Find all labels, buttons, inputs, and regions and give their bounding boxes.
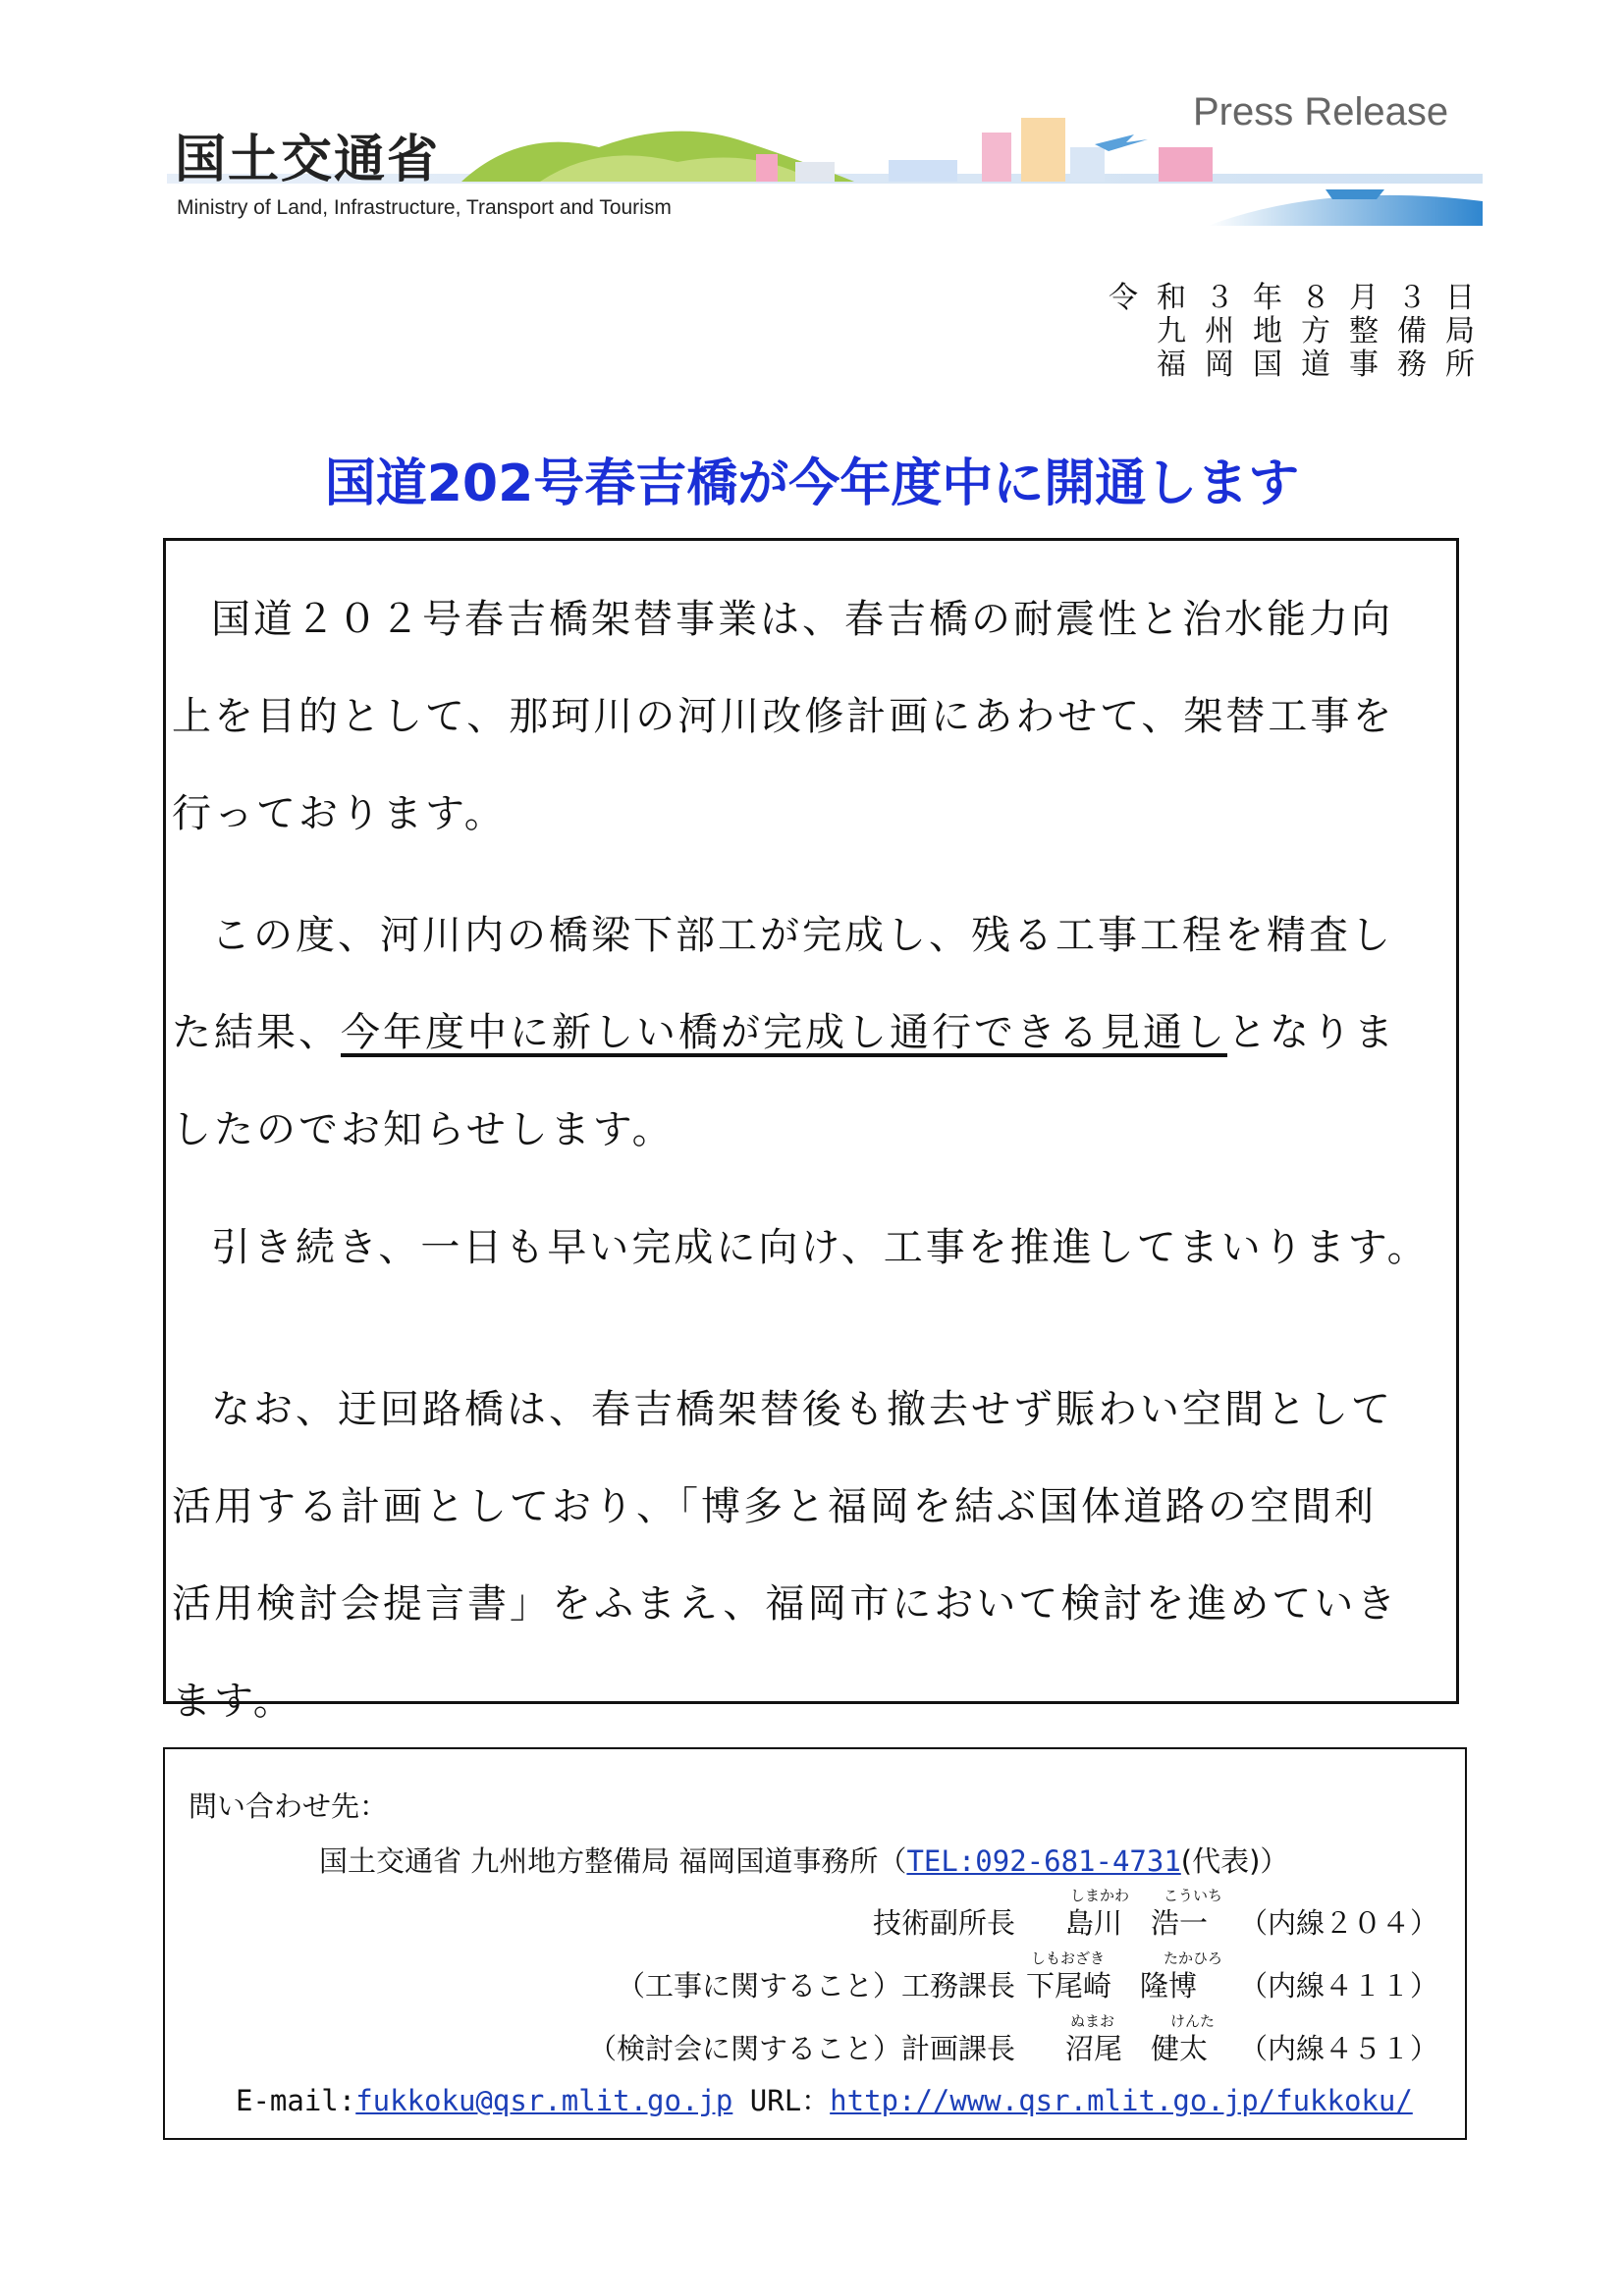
contact-heading: 問い合わせ先： [189,1789,389,1823]
building-grey [795,162,835,182]
issue-date: 令和３年８月３日 [1109,281,1493,315]
person-3-name: 沼尾 健太 [1065,2032,1209,2065]
url-label: URL： [732,2084,831,2117]
person-3-role: （検討会に関すること）計画課長 [587,2032,1015,2065]
paragraph-4 [172,1362,1458,1750]
tower-orange [1021,118,1065,182]
ruby-family-3: ぬまお [1070,2012,1115,2030]
paragraph-2-underlined: 今年度中に新しい橋が完成し通行できる見通し [341,1010,1227,1055]
ruby-given-2: たかひろ [1164,1949,1223,1967]
ruby-family-2: しもおざき [1031,1949,1106,1967]
building-pink [756,154,778,182]
sea-waves [1208,195,1483,226]
paragraph-3-text: 引き続き、一日も早い完成に向け、工事を推進してまいります。 [211,1225,1430,1270]
paragraph-1-text: 国道２０２号春吉橋架替事業は、春吉橋の耐震性と治水能力向 上を目的として、那珂川の河川改修計画にあわせて、架替工事を 行っております。 [172,597,1395,836]
ruby-given-3: けんた [1170,2012,1216,2030]
person-2-ext: （内線４１１） [1239,1969,1439,2002]
person-2-role: （工事に関すること）工務課長 [616,1969,1015,2002]
email-url-line [236,2079,1413,2119]
train [889,160,957,182]
building-pink-2 [1159,147,1213,182]
paragraph-2 [172,887,1458,1179]
tower-pink [982,133,1011,182]
issuer-office: 福岡国道事務所 [1157,347,1493,382]
paragraph-3 [172,1200,1458,1297]
press-release-label: Press Release [1193,90,1449,133]
document-title: 国道202号春吉橋が今年度中に開通します [324,454,1300,513]
contact-org-line [319,1840,1288,1880]
ship-icon [1326,189,1384,199]
person-2-name: 下尾崎 隆博 [1026,1969,1198,2002]
paragraph-2-end: となりま したのでお知らせします。 [172,1010,1396,1152]
tel-link[interactable]: TEL:092-681-4731 [906,1844,1181,1878]
ministry-logo-text: 国土交通省 [175,131,441,189]
paragraph-4-text: なお、迂回路橋は、春吉橋架替後も撤去せず賑わい空間として 活用する計画としており、「博多と福岡を結ぶ国体道路の空間利 活用検討会提言書」をふまえ、福岡市において検討を進めていき ます。 [172,1387,1399,1724]
paragraph-1 [172,571,1458,863]
email-link[interactable]: fukkoku@qsr.mlit.go.jp [355,2084,733,2117]
url-link[interactable]: http://www.qsr.mlit.go.jp/fukkoku/ [830,2084,1413,2117]
tower-blue [1070,147,1105,182]
contact-org: 国土交通省 九州地方整備局 福岡国道事務所（ [319,1844,907,1878]
ruby-given-1: こういち [1164,1887,1223,1904]
person-1-name: 島川 浩一 [1065,1906,1209,1940]
paragraph-2-start: この度、河川内の橋梁下部工が完成し、残る工事工程を精査し た結果、 [172,913,1393,1055]
person-1-ext: （内線２０４） [1239,1906,1439,1940]
person-1-role: 技術副所長 [872,1906,1015,1940]
ministry-english-name: Ministry of Land, Infrastructure, Transport and Tourism [177,196,672,219]
issuer-bureau: 九州地方整備局 [1157,314,1493,348]
email-label: E-mail: [236,2084,356,2117]
tel-suffix: (代表)） [1180,1844,1289,1878]
ruby-family-1: しまかわ [1070,1887,1130,1904]
person-3-ext: （内線４５１） [1239,2032,1439,2065]
